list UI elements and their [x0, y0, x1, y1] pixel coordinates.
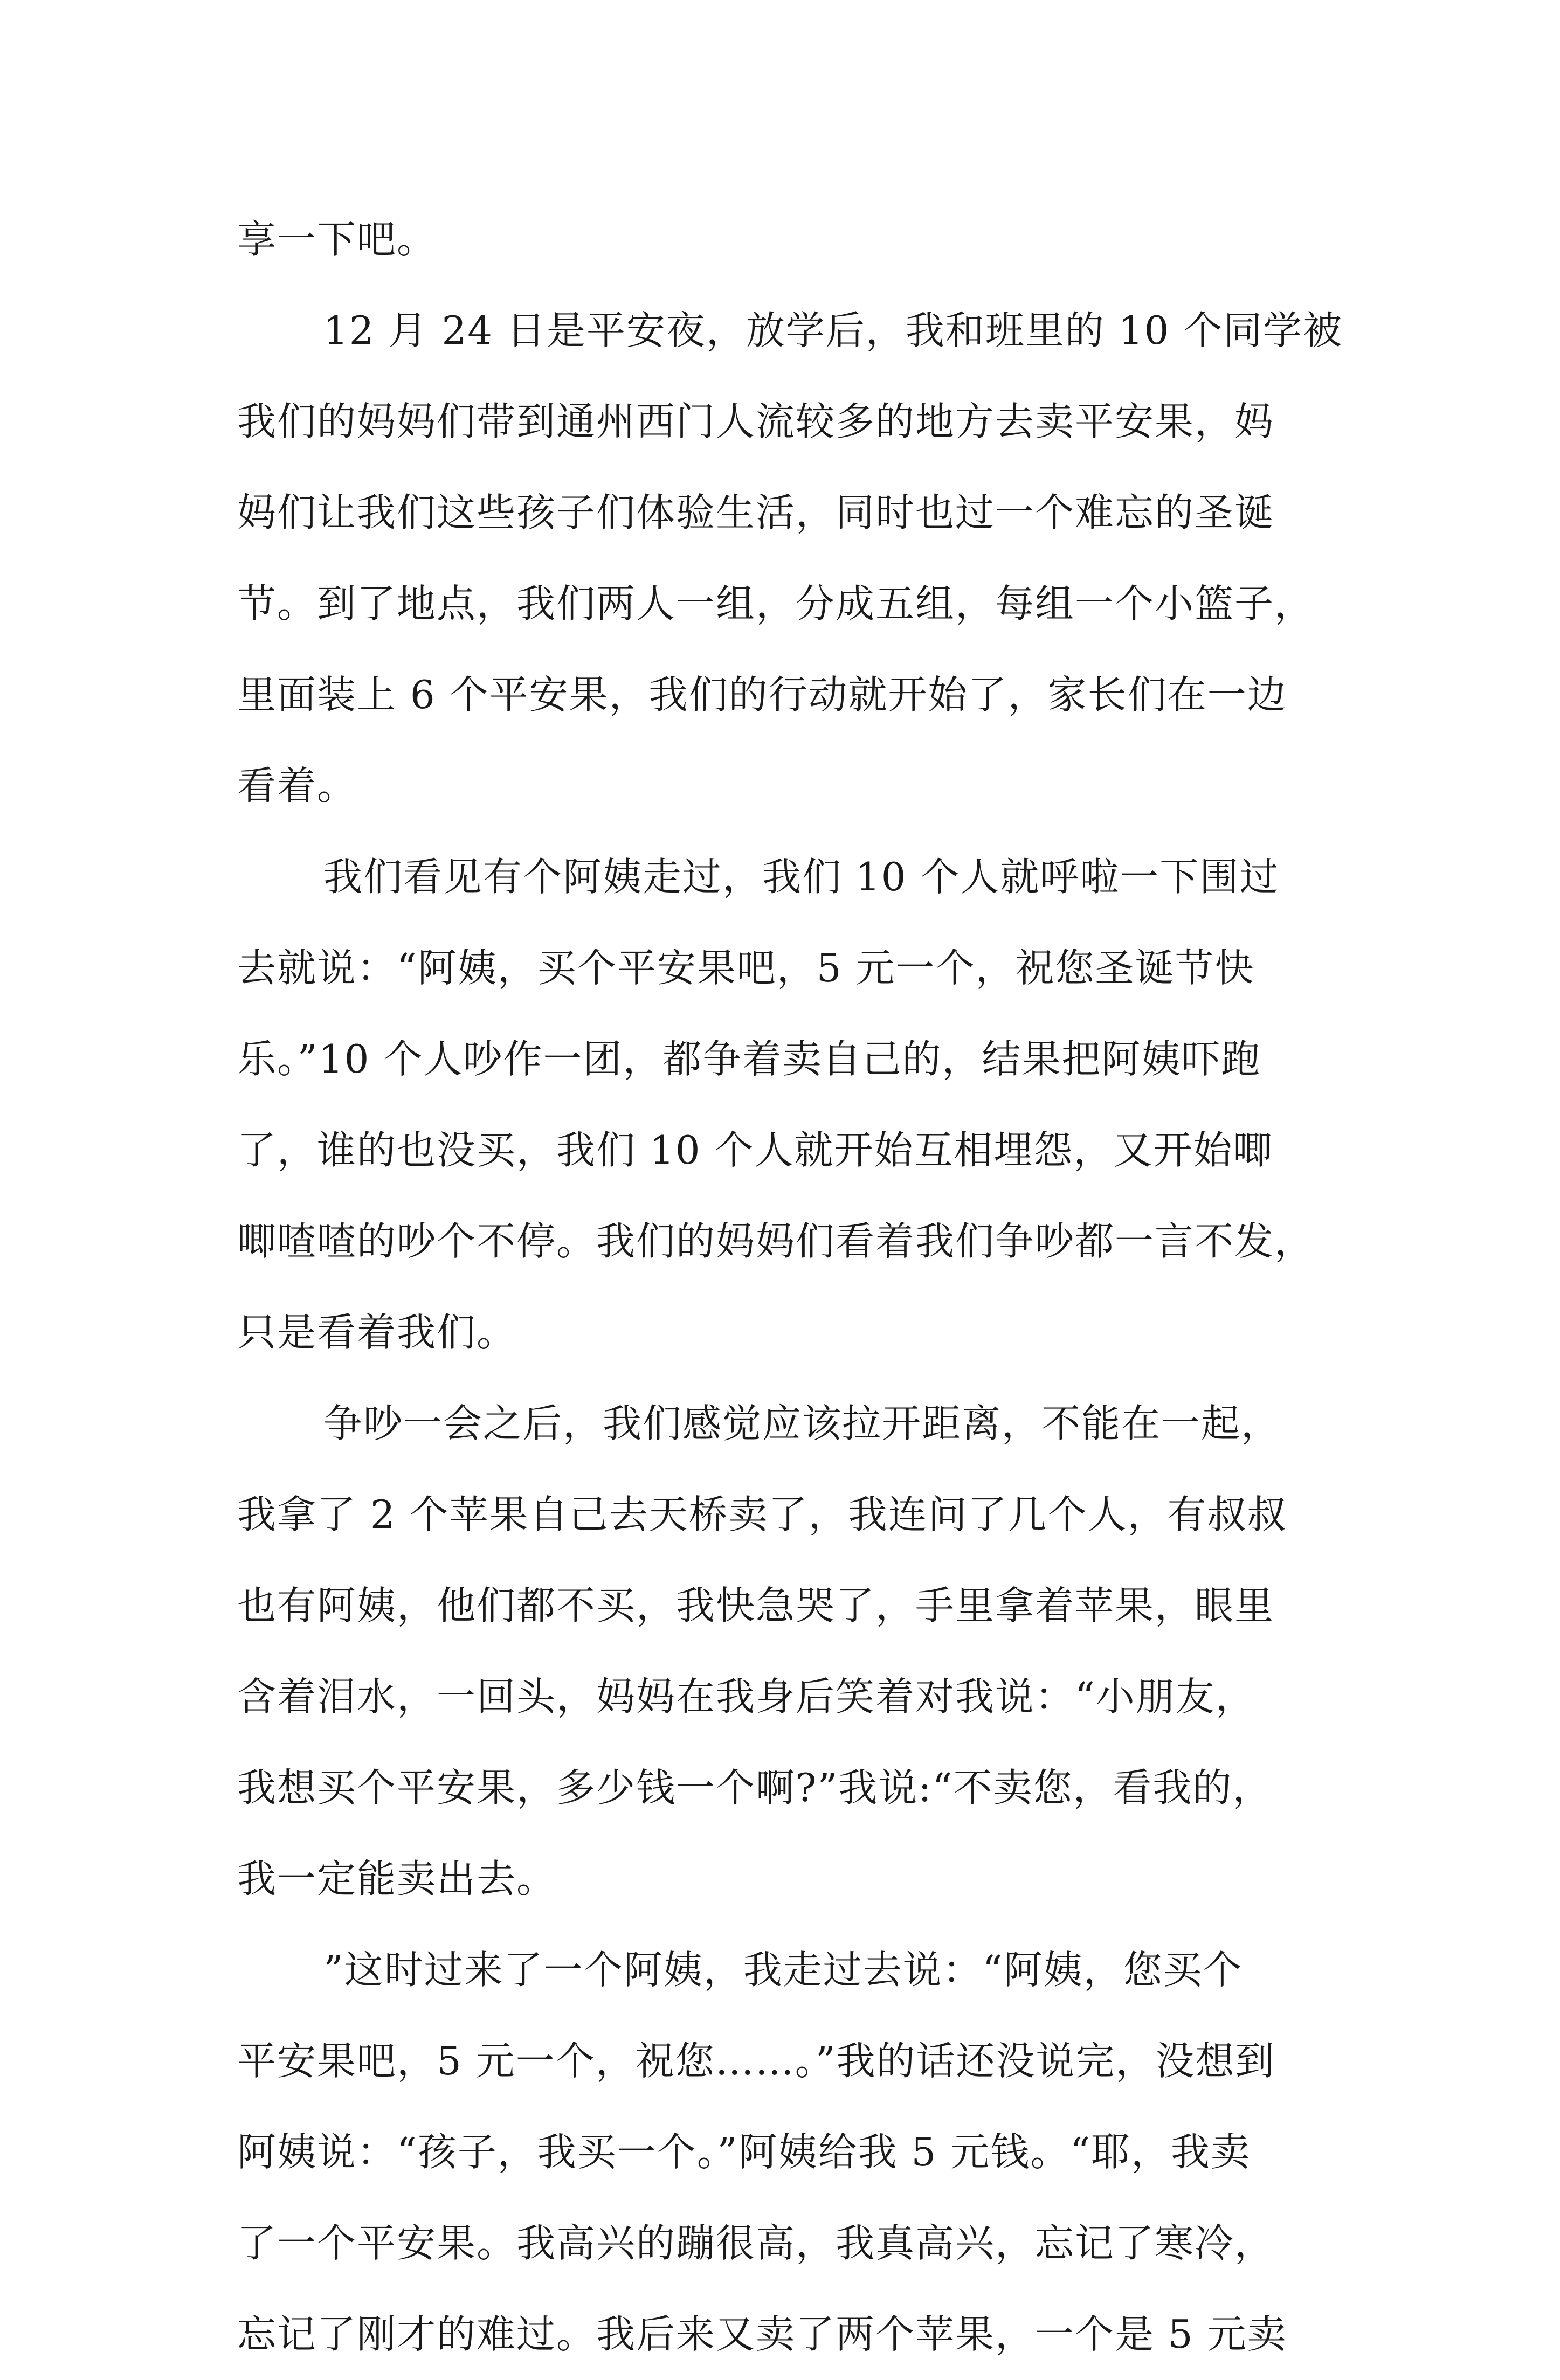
text-line: 我拿了 2 个苹果自己去天桥卖了，我连问了几个人，有叔叔: [237, 1492, 1287, 1537]
text-line: 了，谁的也没买，我们 10 个人就开始互相埋怨，又开始唧: [237, 1127, 1273, 1173]
text-line: 争吵一会之后，我们感觉应该拉开距离，不能在一起，: [323, 1401, 1281, 1446]
text-line: 只是看着我们。: [237, 1310, 517, 1355]
text-line: 节。到了地点，我们两人一组，分成五组，每组一个小篮子，: [237, 581, 1315, 626]
text-line: 了一个平安果。我高兴的蹦很高，我真高兴，忘记了寒冷，: [237, 2220, 1275, 2266]
text-line: 平安果吧，5 元一个，祝您……。”我的话还没说完，没想到: [237, 2038, 1275, 2084]
text-line: 我们的妈妈们带到通州西门人流较多的地方去卖平安果，妈: [237, 399, 1275, 444]
body-text: [237, 194, 1343, 2380]
text-line: 乐。”10 个人吵作一团，都争着卖自己的，结果把阿姨吓跑: [237, 1036, 1261, 1082]
text-line: 唧喳喳的吵个不停。我们的妈妈们看着我们争吵都一言不发，: [237, 1219, 1315, 1264]
text-line: 去就说：“阿姨，买个平安果吧，5 元一个，祝您圣诞节快: [237, 945, 1255, 991]
text-line: 里面装上 6 个平安果，我们的行动就开始了，家长们在一边: [237, 672, 1287, 717]
text-line: 含着泪水，一回头，妈妈在我身后笑着对我说：“小朋友，: [237, 1674, 1255, 1719]
text-line: 我们看见有个阿姨走过，我们 10 个人就呼啦一下围过: [323, 854, 1280, 900]
text-line: ”这时过来了一个阿姨，我走过去说：“阿姨，您买个: [323, 1947, 1243, 1992]
text-line: 阿姨说：“孩子，我买一个。”阿姨给我 5 元钱。“耶，我卖: [237, 2129, 1251, 2175]
text-line: 12 月 24 日是平安夜，放学后，我和班里的 10 个同学被: [323, 308, 1343, 353]
text-line: 妈们让我们这些孩子们体验生活，同时也过一个难忘的圣诞: [237, 490, 1275, 535]
text-line: 享一下吧。: [237, 217, 437, 262]
text-line: 我想买个平安果，多少钱一个啊?”我说:“不卖您，看我的，: [237, 1765, 1273, 1810]
text-line: 忘记了刚才的难过。我后来又卖了两个苹果，一个是 5 元卖: [237, 2312, 1287, 2357]
text-line: 看着。: [237, 763, 357, 808]
text-line: 我一定能卖出去。: [237, 1856, 557, 1901]
text-line: 也有阿姨，他们都不买，我快急哭了，手里拿着苹果，眼里: [237, 1583, 1275, 1628]
